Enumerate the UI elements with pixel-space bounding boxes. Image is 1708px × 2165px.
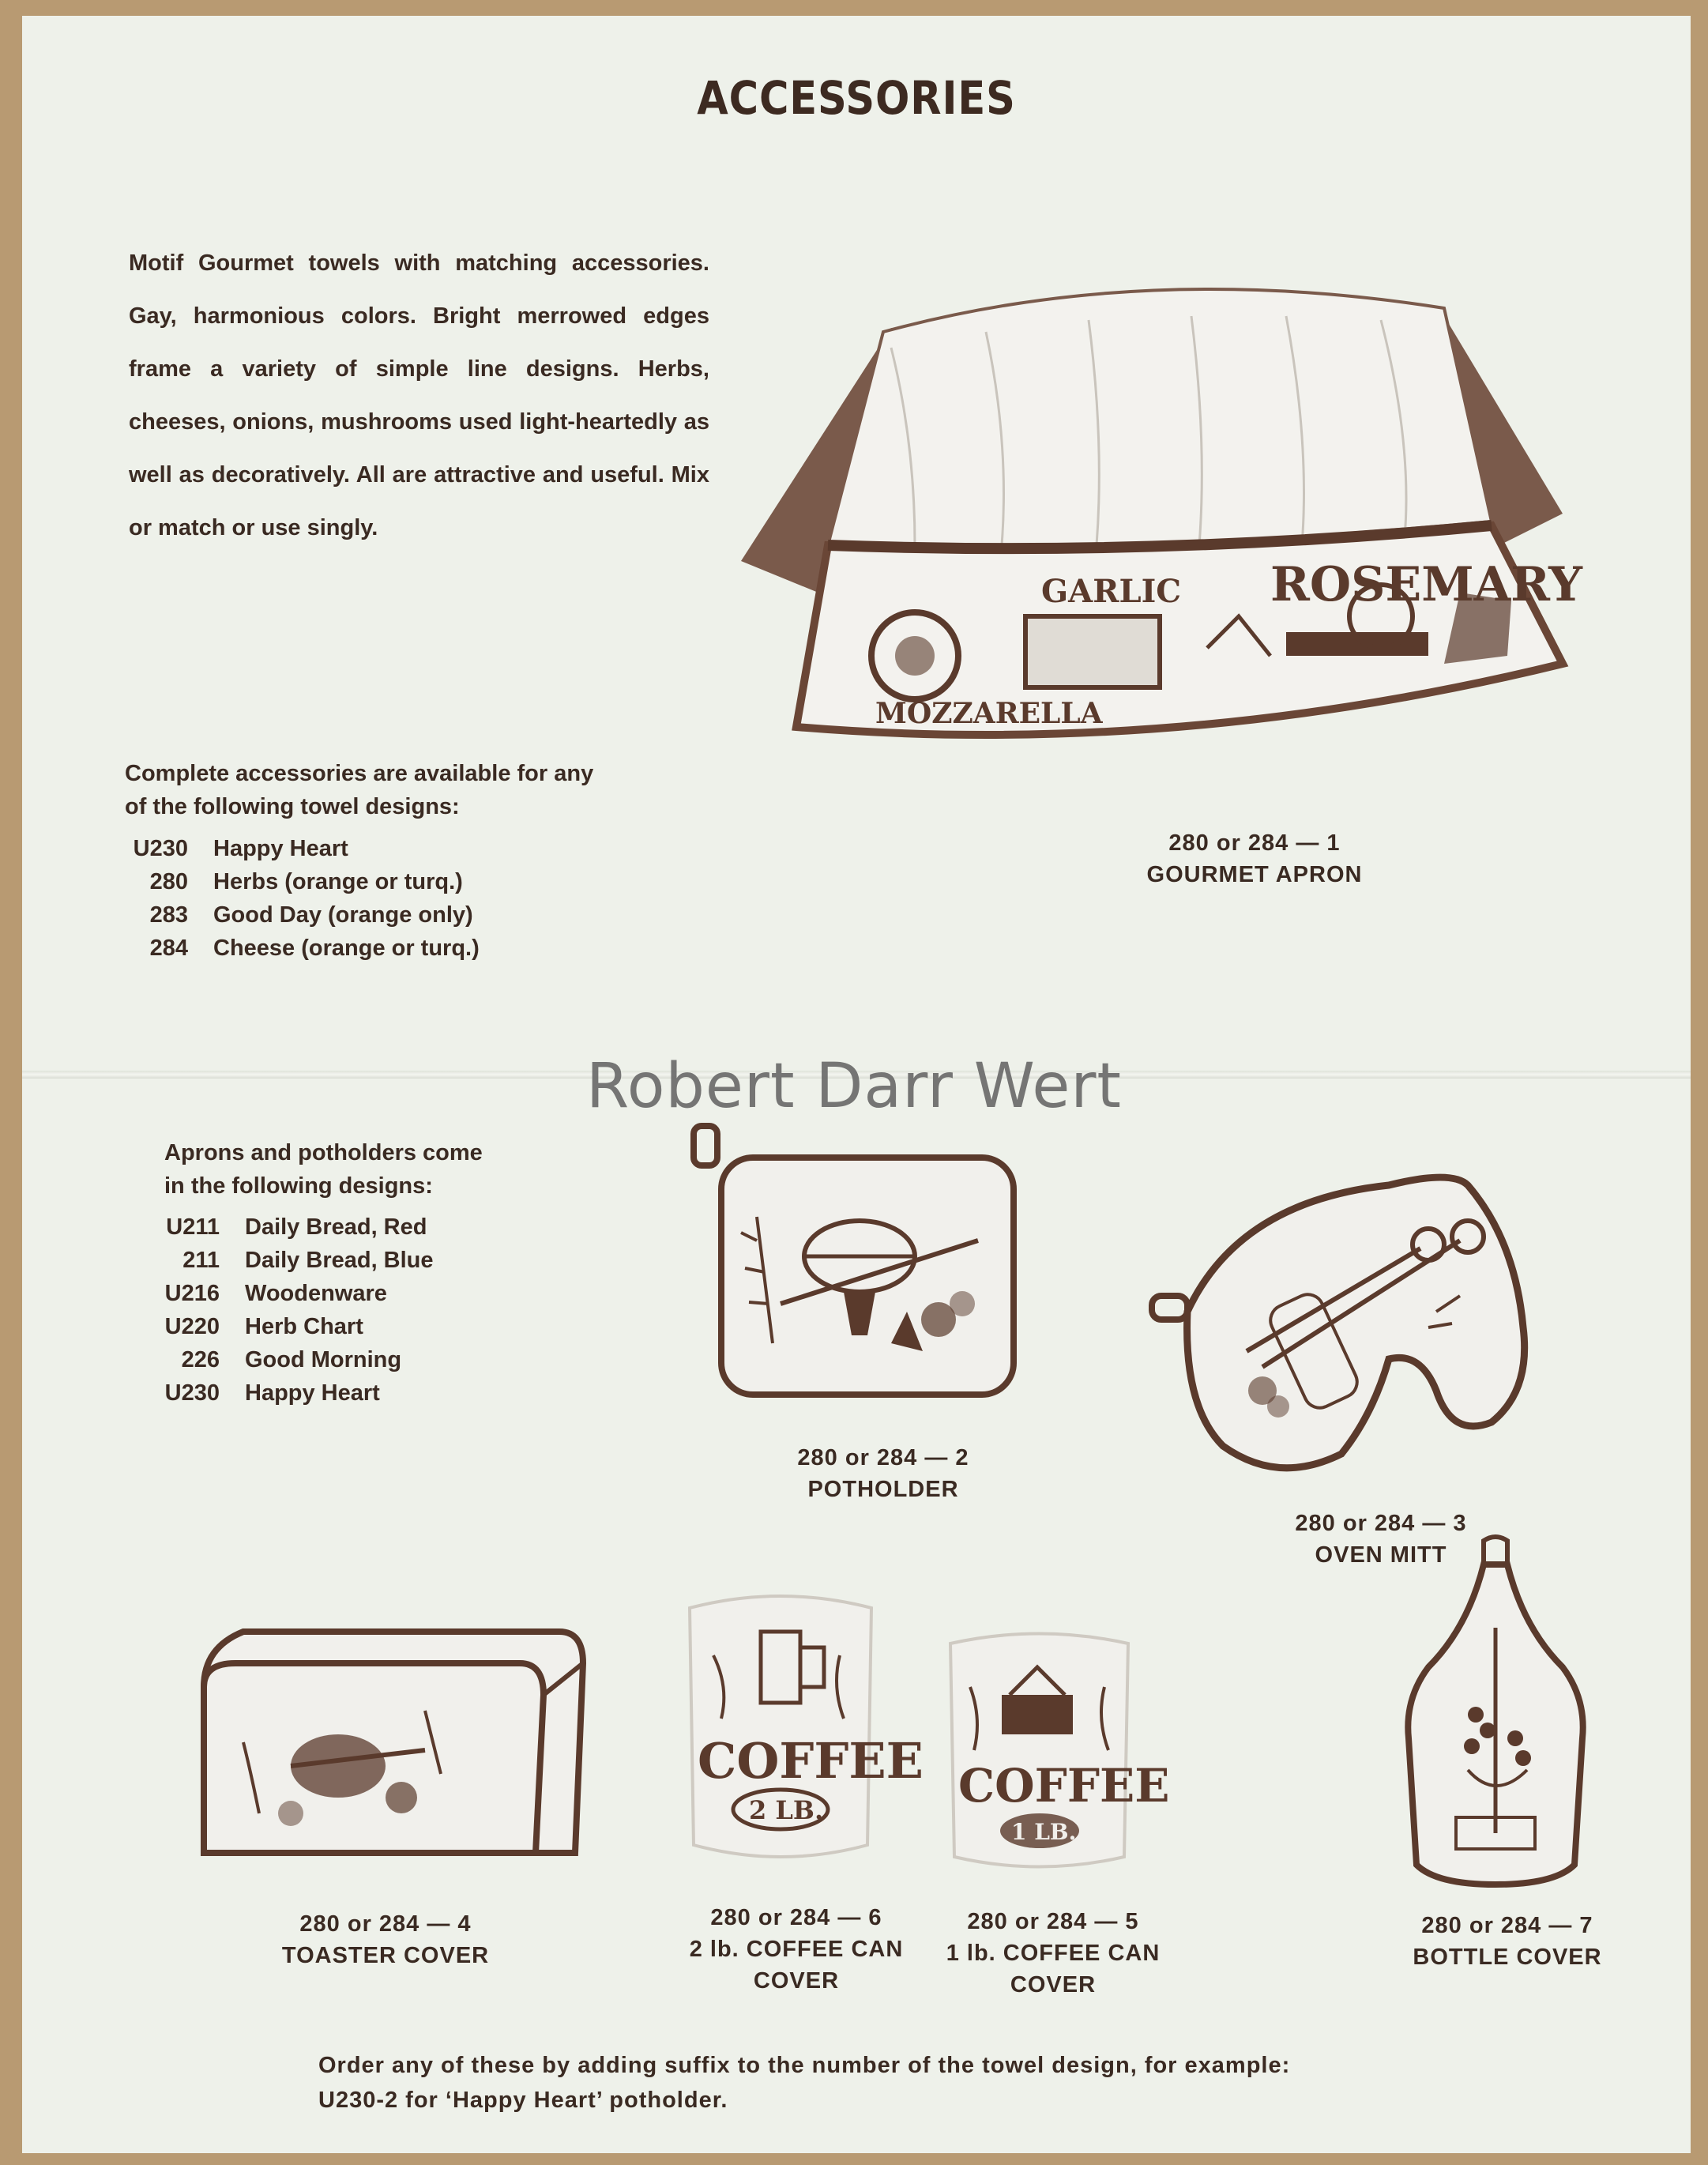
design-name: Happy Heart xyxy=(213,835,348,861)
apron-designs-lead xyxy=(164,1136,483,1203)
design-code: 284 xyxy=(149,935,188,961)
order-instructions-line-1: Order any of these by adding suffix to the number of the towel design, for example: xyxy=(318,2053,1291,2078)
apron-designs-lead-line-1: Aprons and potholders come xyxy=(164,1140,483,1165)
design-name: Herb Chart xyxy=(245,1313,363,1339)
design-code: U211 xyxy=(166,1214,220,1240)
order-instructions-line-2: U230-2 for ‘Happy Heart’ potholder. xyxy=(318,2088,728,2113)
design-code: 226 xyxy=(181,1346,220,1372)
potholder-name: POTHOLDER xyxy=(807,1477,959,1502)
order-instructions xyxy=(318,2048,1290,2118)
mozzarella-print-text: MOZZARELLA xyxy=(875,697,1103,730)
towel-designs-list xyxy=(93,832,480,965)
design-code: U220 xyxy=(164,1313,220,1339)
towel-designs-lead-line-1: Complete accessories are available for any xyxy=(125,761,594,786)
apron-number: 280 or 284 — 1 xyxy=(1168,830,1341,856)
bottle-cover-photo xyxy=(1397,1533,1594,1896)
bottle-cover-number: 280 or 284 — 7 xyxy=(1421,1913,1593,1938)
toaster-cover-photo xyxy=(188,1616,591,1877)
watermark-text: Robert Darr Wert xyxy=(586,1051,1122,1122)
coffee-1lb-cover-photo xyxy=(939,1624,1170,1877)
potholder-photo xyxy=(686,1122,1033,1406)
page-title: ACCESSORIES xyxy=(697,71,1016,125)
coffee-2lb-caption xyxy=(646,1902,946,1997)
toaster-cover-number: 280 or 284 — 4 xyxy=(299,1911,472,1937)
gourmet-apron-photo xyxy=(733,284,1586,774)
design-name: Herbs (orange or turq.) xyxy=(213,868,463,894)
list-item xyxy=(101,1310,434,1343)
design-code: U216 xyxy=(164,1280,220,1306)
apron-caption xyxy=(1089,827,1420,890)
list-item xyxy=(101,1277,434,1310)
towel-designs-lead-line-2: of the following towel designs: xyxy=(125,794,460,819)
coffee-2lb-label-text: 2 LB. xyxy=(749,1795,824,1825)
coffee-1lb-caption xyxy=(903,1906,1203,2001)
garlic-print-text: GARLIC xyxy=(1041,573,1182,610)
coffee-1lb-label-text: 1 LB. xyxy=(1011,1819,1077,1845)
toaster-cover-caption xyxy=(235,1908,536,1971)
design-name: Woodenware xyxy=(245,1280,387,1306)
bottle-cover-name: BOTTLE COVER xyxy=(1413,1945,1602,1970)
oven-mitt-photo xyxy=(1120,1154,1563,1485)
design-name: Daily Bread, Blue xyxy=(245,1247,434,1273)
list-item xyxy=(93,932,480,965)
design-code: 283 xyxy=(149,902,188,928)
coffee-2lb-cover-photo xyxy=(674,1584,924,1869)
apron-designs-list xyxy=(101,1211,434,1410)
list-item xyxy=(101,1343,434,1376)
bottle-cover-caption xyxy=(1357,1910,1657,1973)
potholder-number: 280 or 284 — 2 xyxy=(797,1445,969,1470)
list-item xyxy=(101,1211,434,1244)
rosemary-print-text: ROSEMARY xyxy=(1270,557,1583,612)
apron-designs-lead-line-2: in the following designs: xyxy=(164,1173,433,1199)
intro-paragraph: Motif Gourmet towels with matching accessories. Gay, harmonious colors. Bright merrowed edges frame a variety of simple line designs. Herbs, cheeses, onions, mushrooms used light-heartedly as well as decoratively. All are attractive and useful. Mix or match or use singly. xyxy=(129,250,709,540)
coffee-1lb-name-line-1: 1 lb. COFFEE CAN xyxy=(946,1941,1161,1966)
design-name: Good Day (orange only) xyxy=(213,902,473,928)
list-item xyxy=(93,832,480,865)
design-code: U230 xyxy=(164,1380,220,1406)
design-name: Daily Bread, Red xyxy=(245,1214,427,1240)
list-item xyxy=(101,1376,434,1410)
oven-mitt-name: OVEN MITT xyxy=(1315,1542,1447,1568)
design-name: Happy Heart xyxy=(245,1380,380,1406)
list-item xyxy=(101,1244,434,1277)
towel-designs-lead xyxy=(125,757,593,823)
list-item xyxy=(93,898,480,932)
coffee-2lb-name-line-1: 2 lb. COFFEE CAN xyxy=(689,1937,904,1962)
coffee-1lb-name-line-2: COVER xyxy=(1010,1972,1097,1997)
coffee-1lb-number: 280 or 284 — 5 xyxy=(967,1909,1139,1934)
design-code: 211 xyxy=(182,1247,220,1273)
design-name: Cheese (orange or turq.) xyxy=(213,935,480,961)
apron-name: GOURMET APRON xyxy=(1146,862,1363,887)
list-item xyxy=(93,865,480,898)
design-name: Good Morning xyxy=(245,1346,402,1372)
coffee-2lb-number: 280 or 284 — 6 xyxy=(710,1905,882,1930)
potholder-caption xyxy=(733,1442,1033,1505)
design-code: U230 xyxy=(133,835,188,861)
oven-mitt-number: 280 or 284 — 3 xyxy=(1295,1511,1467,1536)
coffee-1lb-print-text: COFFEE xyxy=(958,1759,1170,1813)
design-code: 280 xyxy=(149,868,188,894)
toaster-cover-name: TOASTER COVER xyxy=(281,1943,490,1968)
coffee-2lb-name-line-2: COVER xyxy=(753,1968,840,1994)
coffee-2lb-print-text: COFFEE xyxy=(698,1732,924,1790)
